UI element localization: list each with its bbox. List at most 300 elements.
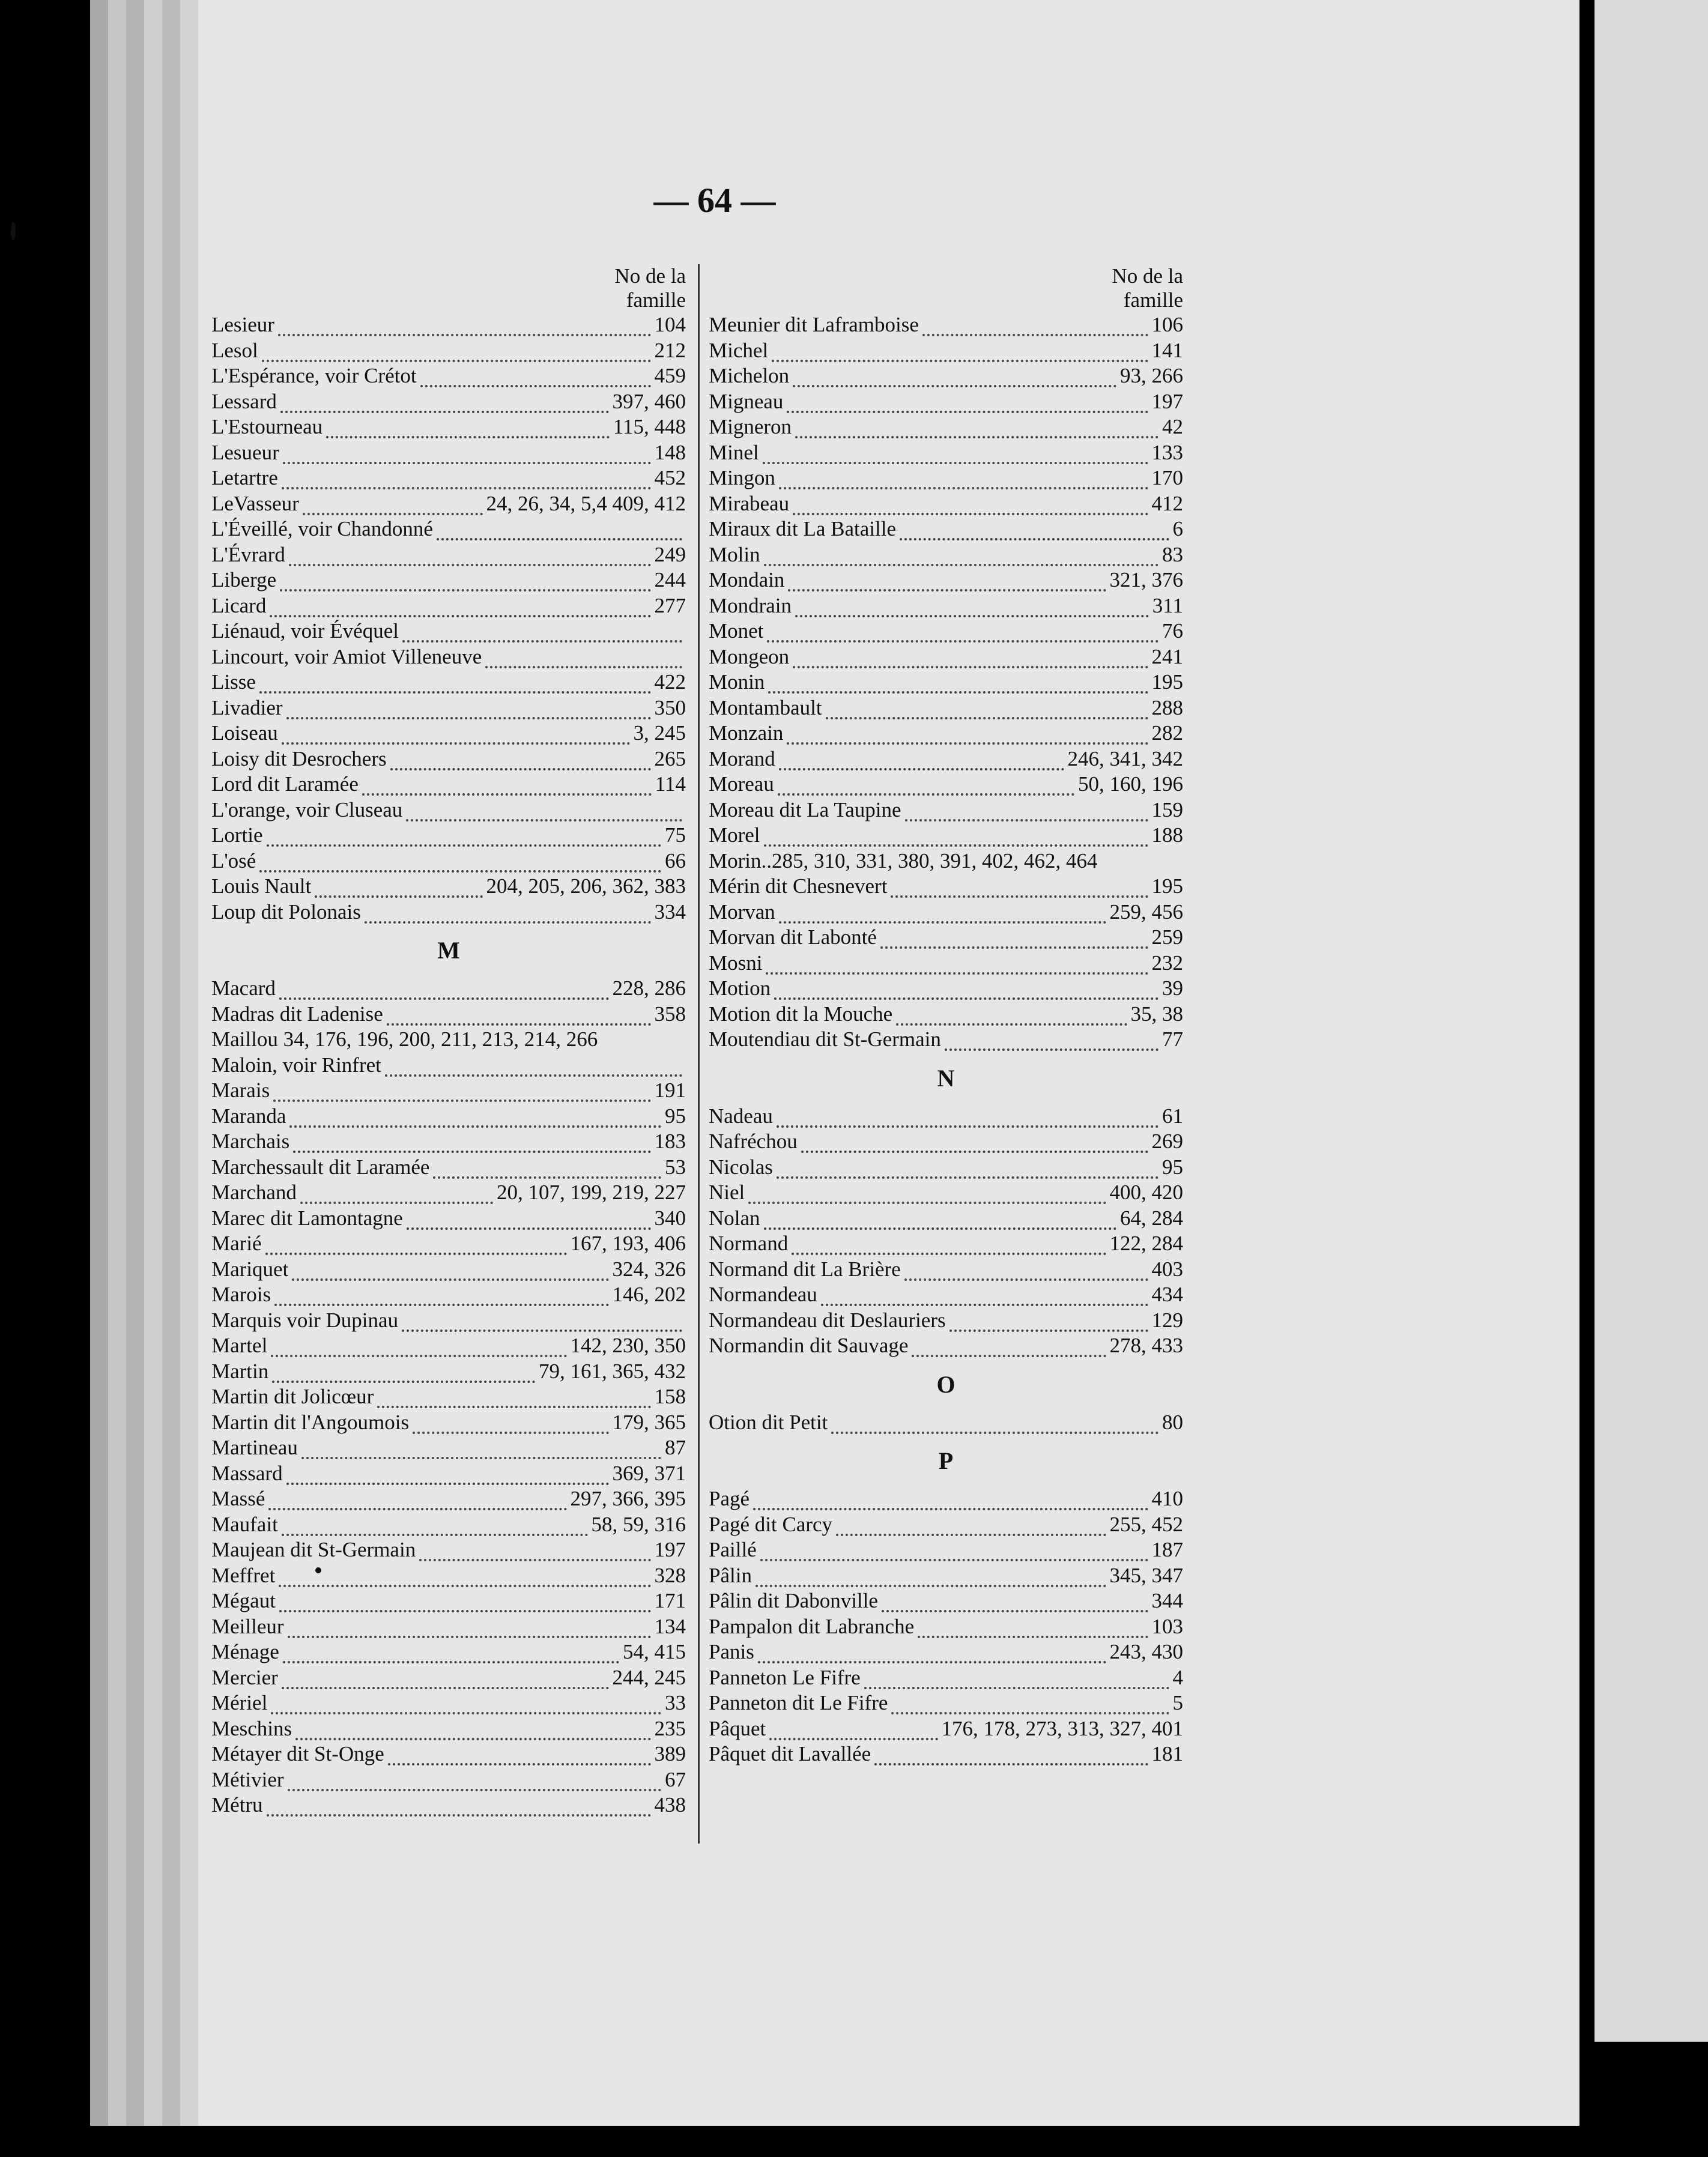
entry-family-number: 389 — [654, 1742, 686, 1765]
index-entry — [709, 1486, 1183, 1512]
leader-dots — [601, 1035, 682, 1050]
entry-name: Michelon — [709, 364, 790, 387]
entry-name: Michel — [709, 338, 769, 362]
entry-family-number: 235 — [654, 1716, 686, 1740]
entry-name: Martel — [211, 1334, 268, 1357]
entry-family-number: 358 — [654, 1002, 686, 1026]
book-page-edges — [90, 0, 210, 2126]
leader-dots — [282, 1519, 588, 1536]
entry-family-number: 95 — [665, 1104, 686, 1128]
leader-dots — [402, 1315, 682, 1332]
header-line-1: No de la — [614, 264, 686, 288]
leader-dots — [259, 856, 661, 873]
index-entry — [211, 338, 686, 364]
leader-dots — [772, 345, 1148, 362]
entry-family-number: 350 — [654, 695, 686, 719]
entry-name: Loup dit Polonais — [211, 900, 361, 924]
index-entry — [211, 1792, 686, 1818]
leader-dots — [795, 601, 1149, 617]
entry-name: Paillé — [709, 1538, 757, 1561]
entry-family-number: 79, 161, 365, 432 — [539, 1359, 686, 1383]
index-entry — [709, 1180, 1183, 1206]
index-entry — [709, 1206, 1183, 1232]
index-entry — [211, 1180, 686, 1206]
entry-family-number: 321, 376 — [1109, 568, 1183, 591]
entry-name: Marquis voir Dupinau — [211, 1308, 399, 1332]
section-letter-n: N — [937, 1064, 955, 1092]
entry-name: Marchessault dit Laramée — [211, 1155, 430, 1179]
entry-family-number: 33 — [665, 1691, 686, 1714]
entry-family-number: 244, 245 — [612, 1665, 686, 1689]
left-column — [211, 264, 686, 1818]
entry-family-number: 243, 430 — [1109, 1640, 1183, 1663]
index-entry — [211, 465, 686, 491]
entry-name: L'Espérance, voir Crétot — [211, 364, 417, 387]
entry-name: Ménage — [211, 1640, 279, 1663]
leader-dots — [777, 1111, 1158, 1128]
entry-name: Marec dit Lamontagne — [211, 1206, 403, 1230]
entry-family-number: 181 — [1151, 1742, 1183, 1765]
header-line-1: No de la — [1112, 264, 1183, 288]
entry-family-number: 345, 347 — [1109, 1563, 1183, 1587]
entry-name: Moreau — [709, 772, 774, 796]
entry-name: Mondrain — [709, 593, 792, 617]
entry-family-number: 369, 371 — [612, 1461, 686, 1485]
entry-family-number: 75 — [665, 823, 686, 847]
leader-dots — [864, 1672, 1169, 1689]
leader-dots — [279, 983, 609, 1000]
entry-name: Meunier dit Laframboise — [709, 313, 919, 336]
entry-name: Monin — [709, 670, 765, 694]
section-letter-o: O — [936, 1370, 955, 1398]
entry-family-number: 422 — [654, 670, 686, 694]
entry-name: Marchais — [211, 1130, 290, 1153]
entry-family-number: 459 — [654, 364, 686, 387]
entry-name: Mirabeau — [709, 491, 790, 515]
entry-family-number: 50, 160, 196 — [1078, 772, 1183, 796]
entry-name: L'Évrard — [211, 542, 285, 566]
index-entry — [709, 1665, 1183, 1691]
index-entry — [211, 440, 686, 466]
index-entry — [211, 312, 686, 338]
entry-name: Livadier — [211, 695, 283, 719]
entry-name: Martin — [211, 1359, 269, 1383]
entry-family-number: 141 — [1151, 338, 1183, 362]
index-entry — [709, 1129, 1183, 1155]
leader-dots — [292, 1264, 608, 1281]
index-entry — [211, 1053, 686, 1078]
n-entries-list — [709, 1104, 1183, 1359]
index-entry — [211, 874, 686, 900]
entry-name: Nicolas — [709, 1155, 773, 1179]
index-entry — [211, 1231, 686, 1257]
leader-dots — [272, 1366, 535, 1383]
entry-name: Panneton dit Le Fifre — [709, 1691, 888, 1714]
leader-dots — [385, 1060, 682, 1077]
index-entry — [709, 1741, 1183, 1767]
entry-name: Lisse — [211, 670, 256, 694]
entry-family-number: 103 — [1151, 1614, 1183, 1638]
leader-dots — [388, 1749, 651, 1765]
leader-dots — [900, 524, 1169, 540]
leader-dots — [778, 779, 1074, 796]
entry-family-number: 183 — [654, 1130, 686, 1153]
entry-family-number: 159 — [1151, 797, 1183, 821]
entry-family-number: 24, 26, 34, 5,4 409, 412 — [486, 491, 686, 515]
leader-dots — [896, 1009, 1127, 1026]
entry-name: Martin dit l'Angoumois — [211, 1410, 410, 1434]
column-divider — [698, 264, 700, 1844]
index-entry — [211, 593, 686, 619]
index-entry — [211, 1410, 686, 1436]
leader-dots — [286, 703, 651, 719]
leader-dots — [918, 1621, 1148, 1638]
leader-dots — [945, 1034, 1158, 1051]
entry-family-number: 255, 452 — [1109, 1512, 1183, 1536]
entry-name: Nadeau — [709, 1104, 773, 1128]
index-entry — [709, 1588, 1183, 1614]
index-entry — [211, 1741, 686, 1767]
entry-name: Normand — [709, 1232, 789, 1255]
leader-dots — [280, 396, 609, 413]
index-entry — [709, 1231, 1183, 1257]
leader-dots — [279, 1570, 650, 1587]
entry-family-number: 191 — [654, 1078, 686, 1102]
index-entry — [709, 1333, 1183, 1359]
entry-name: Monzain — [709, 721, 784, 745]
entry-family-number: 412 — [1151, 491, 1183, 515]
entry-family-number: 35, 38 — [1130, 1002, 1183, 1026]
entry-family-number: 176, 178, 273, 313, 327, 401 — [941, 1716, 1183, 1740]
entry-family-number: 204, 205, 206, 362, 383 — [486, 874, 686, 898]
leader-dots — [905, 805, 1148, 821]
leader-dots — [777, 1162, 1158, 1179]
entry-name: Licard — [211, 593, 267, 617]
index-entry — [211, 363, 686, 389]
leader-dots — [265, 1238, 567, 1255]
leader-dots — [402, 626, 682, 643]
entry-name: Mériel — [211, 1691, 268, 1714]
entry-family-number: 197 — [654, 1538, 686, 1561]
index-entry — [709, 1512, 1183, 1538]
leader-dots — [286, 1468, 609, 1485]
entry-name: Pâquet — [709, 1716, 766, 1740]
entry-name: Normandeau dit Deslauriers — [709, 1308, 946, 1332]
entry-family-number: 259 — [1151, 925, 1183, 949]
index-entry — [709, 951, 1183, 976]
entry-family-number: 288 — [1151, 695, 1183, 719]
entry-name: Meffret — [211, 1563, 276, 1587]
entry-family-number: 77 — [1162, 1027, 1183, 1051]
entry-family-number: 104 — [654, 313, 686, 336]
index-entry — [211, 414, 686, 440]
entry-family-number: 246, 341, 342 — [1067, 746, 1183, 770]
leader-dots — [326, 422, 610, 438]
entry-family-number: 5 — [1172, 1691, 1183, 1714]
entry-family-number: 297, 366, 395 — [570, 1487, 686, 1510]
index-entry — [211, 1588, 686, 1614]
entry-family-number: 122, 284 — [1109, 1232, 1183, 1255]
entry-family-number: 438 — [654, 1793, 686, 1817]
index-entry — [709, 1104, 1183, 1130]
leader-dots — [795, 422, 1158, 438]
leader-dots — [377, 1391, 650, 1408]
index-entry — [709, 312, 1183, 338]
index-entry — [709, 823, 1183, 849]
leader-dots — [788, 575, 1106, 591]
index-entry — [709, 797, 1183, 823]
entry-family-number: 58, 59, 316 — [591, 1512, 686, 1536]
entry-family-number: 54, 415 — [623, 1640, 686, 1663]
entry-family-number: 397, 460 — [612, 389, 686, 413]
entry-name: Maujean dit St-Germain — [211, 1538, 416, 1561]
entry-family-number: 148 — [654, 440, 686, 464]
leader-dots — [270, 601, 650, 617]
index-entry — [709, 1614, 1183, 1640]
index-entry — [709, 644, 1183, 670]
entry-name: Meschins — [211, 1716, 292, 1740]
entry-name: Maranda — [211, 1104, 286, 1128]
leader-dots — [891, 1698, 1169, 1714]
entry-name: Morvan — [709, 900, 775, 924]
entry-name: Massard — [211, 1461, 283, 1485]
entry-family-number: 93, 266 — [1120, 364, 1183, 387]
entry-family-number: 115, 448 — [613, 415, 686, 438]
index-entry — [709, 414, 1183, 440]
entry-family-number: 20, 107, 199, 219, 227 — [497, 1181, 686, 1204]
leader-dots — [288, 1774, 661, 1791]
leader-dots — [949, 1315, 1148, 1332]
entry-family-number: 179, 365 — [612, 1410, 686, 1434]
entry-family-number: 187 — [1151, 1538, 1183, 1561]
leader-dots — [774, 983, 1158, 1000]
index-entry — [709, 670, 1183, 695]
entry-family-number: 66 — [665, 849, 686, 873]
entry-family-number: 228, 286 — [612, 976, 686, 1000]
entry-name: Montambault — [709, 695, 822, 719]
entry-name: Lesueur — [211, 440, 279, 464]
index-entry — [709, 491, 1183, 517]
right-column-header — [709, 264, 1183, 312]
entry-name: Mérin dit Chesnevert — [709, 874, 888, 898]
index-entry — [709, 900, 1183, 925]
index-entry — [211, 567, 686, 593]
entry-family-number: 142, 230, 350 — [570, 1334, 686, 1357]
index-entry — [211, 772, 686, 797]
leader-dots — [390, 754, 651, 770]
entry-name: Moutendiau dit St-Germain — [709, 1027, 941, 1051]
entry-name: Nafréchou — [709, 1130, 798, 1153]
index-entry — [709, 1690, 1183, 1716]
entry-name: Lord dit Laramée — [211, 772, 359, 796]
leader-dots — [880, 932, 1148, 949]
entry-family-number: 83 — [1162, 542, 1183, 566]
index-entry — [709, 772, 1183, 797]
index-entry — [211, 900, 686, 925]
leader-dots — [836, 1519, 1106, 1536]
leader-dots — [760, 1544, 1148, 1561]
entry-family-number: 167, 193, 406 — [570, 1232, 686, 1255]
leader-dots — [882, 1596, 1148, 1612]
leader-dots — [801, 1136, 1148, 1153]
m-entries-list — [211, 976, 686, 1818]
entry-name: Mariquet — [211, 1257, 289, 1281]
index-entry — [211, 1359, 686, 1385]
entry-name: Métayer dit St-Onge — [211, 1742, 384, 1765]
p-entries-list — [709, 1486, 1183, 1767]
index-entry — [709, 542, 1183, 568]
entry-name: Mingon — [709, 466, 775, 489]
right-entries-list — [709, 312, 1183, 1053]
index-entry — [709, 1537, 1183, 1563]
leader-dots — [769, 1723, 937, 1740]
leader-dots — [766, 958, 1148, 975]
entry-family-number: 64, 284 — [1120, 1206, 1183, 1230]
leader-dots — [437, 524, 682, 540]
entry-name: Marais — [211, 1078, 270, 1102]
entry-family-number: 434 — [1151, 1283, 1183, 1306]
entry-family-number: 278, 433 — [1109, 1334, 1183, 1357]
entry-family-number: 3, 245 — [633, 721, 686, 745]
entry-name: Pampalon dit Labranche — [709, 1614, 915, 1638]
entry-family-number: 114 — [655, 772, 686, 796]
entry-name: Morel — [709, 823, 760, 847]
index-entry — [211, 1308, 686, 1334]
leader-dots — [282, 1672, 609, 1689]
entry-name: Mondain — [709, 568, 785, 591]
leader-dots — [756, 1570, 1106, 1587]
facing-page-edge — [1594, 0, 1708, 2042]
index-entry — [709, 1410, 1183, 1436]
leader-dots — [758, 1647, 1106, 1663]
leader-dots — [288, 1621, 651, 1638]
index-entry — [211, 1461, 686, 1487]
page-number: — 64 — — [653, 181, 776, 220]
entry-name: Macard — [211, 976, 276, 1000]
entry-family-number: 158 — [654, 1385, 686, 1408]
entry-name: L'Estourneau — [211, 415, 323, 438]
entry-name: Métru — [211, 1793, 263, 1817]
entry-family-number: 324, 326 — [612, 1257, 686, 1281]
entry-family-number: 53 — [665, 1155, 686, 1179]
index-entry — [709, 1155, 1183, 1181]
entry-family-number: 87 — [665, 1436, 686, 1459]
section-letter-p: P — [938, 1447, 954, 1474]
leader-dots — [282, 473, 651, 489]
entry-name: Maloin, voir Rinfret — [211, 1053, 381, 1077]
entry-name: Pâquet dit Lavallée — [709, 1742, 871, 1765]
leader-dots — [826, 703, 1148, 719]
entry-family-number: 232 — [1151, 951, 1183, 975]
leader-dots — [779, 473, 1148, 489]
leader-dots — [792, 1238, 1106, 1255]
entry-name: Marié — [211, 1232, 262, 1255]
leader-dots — [267, 830, 661, 847]
index-entry — [709, 338, 1183, 364]
entry-family-number: 244 — [654, 568, 686, 591]
entry-name: Moreau dit La Taupine — [709, 797, 901, 821]
leader-dots — [767, 626, 1158, 643]
leader-dots — [779, 754, 1064, 770]
leader-dots — [279, 1596, 651, 1612]
entry-family-number: 129 — [1151, 1308, 1183, 1332]
index-entry — [709, 874, 1183, 900]
index-entry — [709, 1563, 1183, 1589]
leader-dots — [295, 1723, 650, 1740]
entry-name: Pagé dit Carcy — [709, 1512, 833, 1536]
index-entry — [211, 1716, 686, 1742]
entry-name: Lortie — [211, 823, 263, 847]
index-entry — [211, 1563, 686, 1589]
index-entry — [211, 797, 686, 823]
index-entry — [211, 619, 686, 644]
header-line-2: famille — [1123, 288, 1183, 312]
entry-name: Pâlin dit Dabonville — [709, 1589, 878, 1612]
leader-dots — [912, 1340, 1106, 1357]
leader-dots — [315, 881, 482, 898]
entry-name: Louis Nault — [211, 874, 312, 898]
leader-dots — [289, 1111, 661, 1128]
leader-dots — [768, 677, 1148, 694]
index-entry — [211, 1384, 686, 1410]
entry-name: Niel — [709, 1181, 745, 1204]
entry-name: Migneau — [709, 389, 784, 413]
leader-dots — [821, 1289, 1148, 1306]
entry-name: Mongeon — [709, 644, 790, 668]
leader-dots — [1101, 857, 1180, 871]
leader-dots — [289, 549, 651, 566]
left-column-header — [211, 264, 686, 312]
entry-name: L'Éveillé, voir Chandonné — [211, 517, 433, 540]
entry-family-number: 197 — [1151, 389, 1183, 413]
entry-family-number: 39 — [1162, 976, 1183, 1000]
header-line-2: famille — [626, 288, 686, 312]
leader-dots — [267, 1800, 651, 1817]
leader-dots — [419, 1544, 650, 1561]
index-entry — [709, 1639, 1183, 1665]
right-column — [709, 264, 1183, 1767]
index-entry — [211, 695, 686, 721]
index-entry — [709, 721, 1183, 746]
index-entry — [211, 1435, 686, 1461]
entry-name: Motion dit la Mouche — [709, 1002, 893, 1026]
leader-dots — [259, 677, 651, 694]
entry-name: Miraux dit La Bataille — [709, 517, 896, 540]
leader-dots — [433, 1162, 661, 1179]
entry-name: Liberge — [211, 568, 277, 591]
entry-family-number: 249 — [654, 542, 686, 566]
entry-family-number: 188 — [1151, 823, 1183, 847]
entry-name: Mercier — [211, 1665, 278, 1689]
entry-name: Madras dit Ladenise — [211, 1002, 383, 1026]
entry-family-number: 311 — [1152, 593, 1183, 617]
entry-family-number: 277 — [654, 593, 686, 617]
index-entry — [211, 644, 686, 670]
index-entry — [211, 670, 686, 695]
index-entry — [211, 849, 686, 874]
index-entry — [211, 1665, 686, 1691]
left-entries-list — [211, 312, 686, 925]
leader-dots — [764, 830, 1148, 847]
leader-dots — [303, 498, 483, 515]
index-entry — [211, 1333, 686, 1359]
leader-dots — [274, 1289, 608, 1306]
leader-dots — [262, 345, 651, 362]
entry-family-number: 4 — [1172, 1665, 1183, 1689]
leader-dots — [420, 371, 651, 387]
index-entry — [211, 1614, 686, 1640]
entry-family-number: 67 — [665, 1767, 686, 1791]
